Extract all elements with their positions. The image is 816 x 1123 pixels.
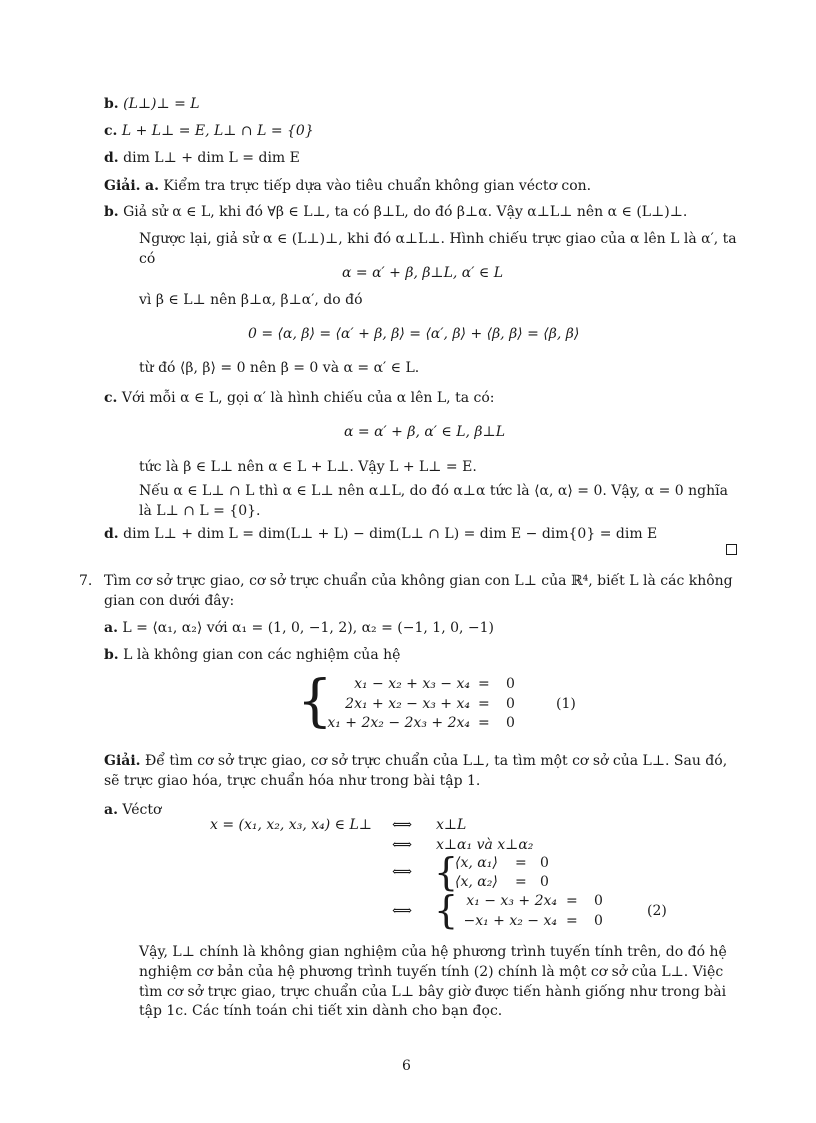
item-label: d. xyxy=(104,150,119,166)
solution-c-line3: Nếu α ∈ L⊥ ∩ L thì α ∈ L⊥ nên α⊥L, do đó α⊥α tức là ⟨α, α⟩ = 0. Vậy, α = 0 nghĩa xyxy=(139,483,728,499)
part-text: Kiểm tra trực tiếp dựa vào tiêu chuẩn không gian véctơ con. xyxy=(163,178,592,194)
paragraph-line: tập 1c. Các tính toán chi tiết xin dành cho bạn đọc. xyxy=(139,1003,503,1019)
page-number: 6 xyxy=(402,1058,411,1074)
system-lhs: −x₁ + x₂ − x₄ xyxy=(463,913,557,929)
part-text: Với mỗi α ∈ L, gọi α′ là hình chiếu của α lên L, ta có: xyxy=(121,390,495,406)
iff-symbol: ⟺ xyxy=(392,837,413,853)
solution-b-line4: vì β ∈ L⊥ nên β⊥α, β⊥α′, do đó xyxy=(139,292,363,308)
part-label: b. xyxy=(104,204,119,220)
system-rhs: 0 xyxy=(506,715,515,731)
part-text: L = ⟨α₁, α₂⟩ với α₁ = (1, 0, −1, 2), α₂ = (−1, 1, 0, −1) xyxy=(122,620,495,636)
item-text: (L⊥)⊥ = L xyxy=(123,96,200,112)
system-eq: = xyxy=(566,913,578,929)
solution-c-line1 xyxy=(104,388,494,408)
system-eq: = xyxy=(566,893,578,909)
part-label: c. xyxy=(104,390,118,406)
paragraph-line: tìm cơ sở trực giao, trực chuẩn của L⊥ bây giờ được tiến hành giống như trong bài xyxy=(139,984,727,1000)
item-label: c. xyxy=(104,123,118,139)
equation: 0 = ⟨α, β⟩ = ⟨α′ + β, β⟩ = ⟨α′, β⟩ + ⟨β, β⟩ = ⟨β, β⟩ xyxy=(248,326,580,342)
system-eq: = xyxy=(478,715,490,731)
solution-b-line1 xyxy=(104,202,687,222)
system-rhs: 0 xyxy=(594,893,603,909)
system-lhs: ⟨x, α₁⟩ xyxy=(455,855,498,871)
system-rhs: 0 xyxy=(506,676,515,692)
system-eq: = xyxy=(515,874,527,890)
item-d xyxy=(104,148,300,168)
solution-c-line2: tức là β ∈ L⊥ nên α ∈ L + L⊥. Vậy L + L⊥ = E. xyxy=(139,459,477,475)
problem-number: 7. xyxy=(79,573,93,589)
part-word: Véctơ xyxy=(122,802,162,818)
left-brace-icon: { xyxy=(434,888,459,932)
system-rhs: 0 xyxy=(594,913,603,929)
equation: α = α′ + β, α′ ∈ L, β⊥L xyxy=(344,424,505,440)
problem-part-b xyxy=(104,645,400,665)
item-c xyxy=(104,121,314,141)
system-rhs: 0 xyxy=(506,696,515,712)
system-lhs: x₁ − x₃ + 2x₄ xyxy=(466,893,557,909)
system-rhs: 0 xyxy=(540,855,549,871)
part-label: a. xyxy=(104,620,118,636)
system-rhs: 0 xyxy=(540,874,549,890)
equation-tag: (2) xyxy=(647,903,667,919)
solution-d xyxy=(104,524,657,544)
solution-label: Giải. xyxy=(104,178,141,194)
part-text: L là không gian con các nghiệm của hệ xyxy=(123,647,401,663)
part-text: dim L⊥ + dim L = dim(L⊥ + L) − dim(L⊥ ∩ L) = dim E − dim{0} = dim E xyxy=(123,526,658,542)
part-text: Giả sử α ∈ L, khi đó ∀β ∈ L⊥, ta có β⊥L, do đó β⊥α. Vậy α⊥L⊥ nên α ∈ (L⊥)⊥. xyxy=(123,204,688,220)
iff-symbol: ⟺ xyxy=(392,903,413,919)
part-label: a. xyxy=(145,178,159,194)
paragraph-line: Vậy, L⊥ chính là không gian nghiệm của hệ phương trình tuyến tính trên, do đó hệ xyxy=(139,944,727,960)
solution-b-line2: Ngược lại, giả sử α ∈ (L⊥)⊥, khi đó α⊥L⊥. Hình chiếu trực giao của α lên L là α′, ta xyxy=(139,231,737,247)
system-eq: = xyxy=(478,696,490,712)
derivation-lhs: x = (x₁, x₂, x₃, x₄) ∈ L⊥ xyxy=(210,817,372,833)
part-label: d. xyxy=(104,526,119,542)
paragraph-line: nghiệm cơ bản của hệ phương trình tuyến tính (2) chính là một cơ sở của L⊥. Việc xyxy=(139,964,724,980)
left-brace-icon: { xyxy=(434,850,459,894)
part-label: b. xyxy=(104,647,119,663)
qed-square-icon xyxy=(726,544,737,555)
system-lhs: 2x₁ + x₂ − x₃ + x₄ xyxy=(345,696,470,712)
problem-part-a xyxy=(104,618,494,638)
solution2-part-a xyxy=(104,800,161,820)
system-lhs: x₁ + 2x₂ − 2x₃ + 2x₄ xyxy=(327,715,470,731)
item-text: L + L⊥ = E, L⊥ ∩ L = {0} xyxy=(121,123,314,139)
solution-c-line4: là L⊥ ∩ L = {0}. xyxy=(139,503,261,519)
item-label: b. xyxy=(104,96,119,112)
item-text: dim L⊥ + dim L = dim E xyxy=(123,150,300,166)
equation: α = α′ + β, β⊥L, α′ ∈ L xyxy=(342,265,503,281)
problem-line2: gian con dưới đây: xyxy=(104,593,235,609)
part-label: a. xyxy=(104,802,118,818)
left-brace-icon: { xyxy=(297,669,333,734)
system-eq: = xyxy=(478,676,490,692)
equation-tag: (1) xyxy=(556,696,576,712)
solution-b-line3: có xyxy=(139,251,156,267)
problem-line1: Tìm cơ sở trực giao, cơ sở trực chuẩn của không gian con L⊥ của ℝ⁴, biết L là các không xyxy=(104,573,733,589)
solution-heading xyxy=(104,176,591,196)
iff-symbol: ⟺ xyxy=(392,864,413,880)
solution2-line1 xyxy=(104,751,727,771)
derivation-step: x⊥L xyxy=(436,817,467,833)
solution-label: Giải. xyxy=(104,753,141,769)
item-b xyxy=(104,94,200,114)
iff-symbol: ⟺ xyxy=(392,817,413,833)
system-lhs: ⟨x, α₂⟩ xyxy=(455,874,498,890)
solution-b-line5: từ đó ⟨β, β⟩ = 0 nên β = 0 và α = α′ ∈ L. xyxy=(139,360,420,376)
derivation-step: x⊥α₁ và x⊥α₂ xyxy=(436,837,534,853)
system-lhs: x₁ − x₂ + x₃ − x₄ xyxy=(354,676,470,692)
system-eq: = xyxy=(515,855,527,871)
part-text: Để tìm cơ sở trực giao, cơ sở trực chuẩn của L⊥, ta tìm một cơ sở của L⊥. Sau đó, xyxy=(145,753,728,769)
solution2-line2: sẽ trực giao hóa, trực chuẩn hóa như trong bài tập 1. xyxy=(104,773,481,789)
